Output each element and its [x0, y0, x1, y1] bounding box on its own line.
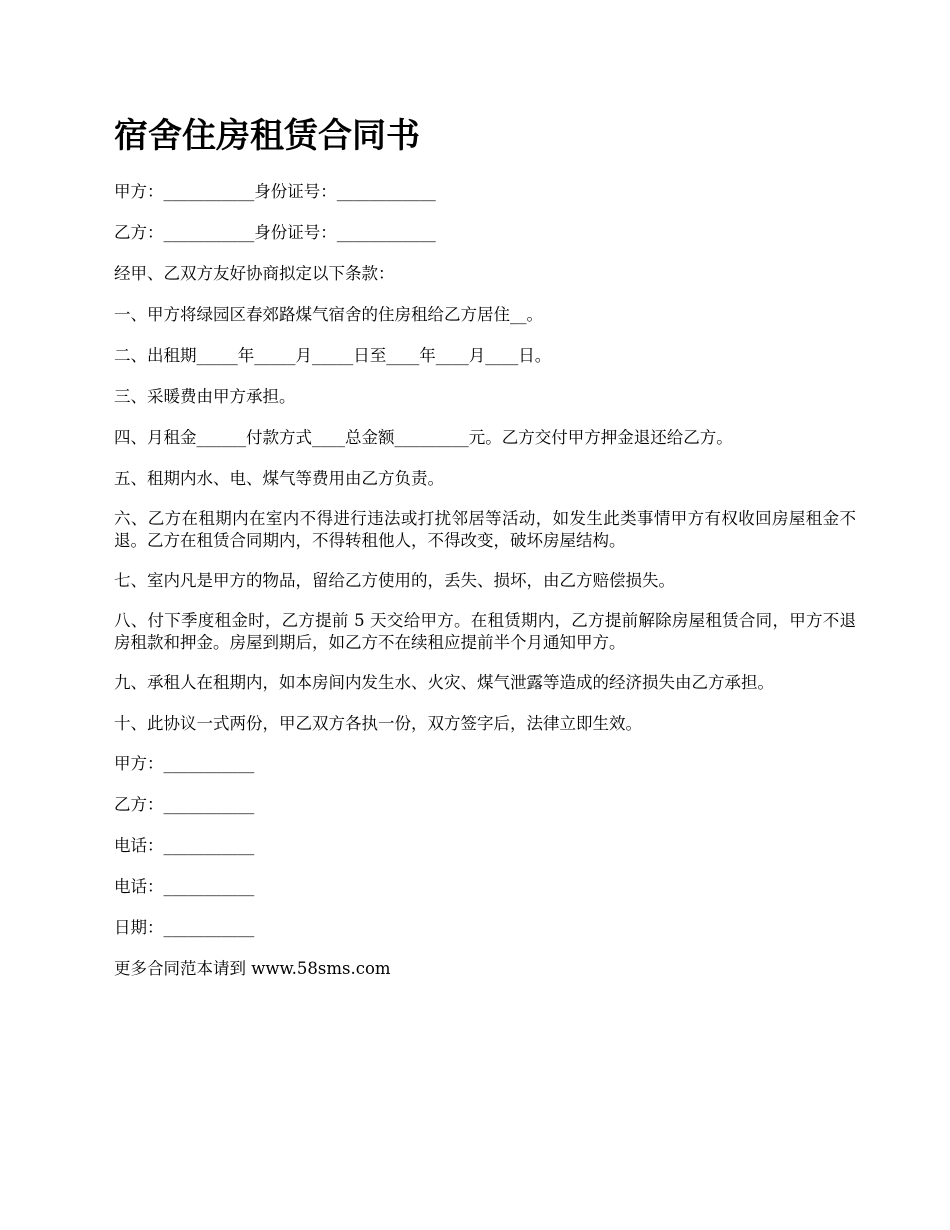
clause-1: 一、甲方将绿园区春郊路煤气宿舍的住房租给乙方居住__。	[114, 305, 543, 324]
signature-phone-1: 电话：___________	[114, 836, 255, 855]
clause-8: 八、付下季度租金时，乙方提前 5 天交给甲方。在租赁期内，乙方提前解除房屋租赁合同，甲方不退房租款和押金。房屋到期后，如乙方不在续租应提前半个月通知甲方。	[114, 611, 856, 652]
clause-5: 五、租期内水、电、煤气等费用由乙方负责。	[114, 469, 444, 488]
clause-2: 二、出租期_____年_____月_____日至____年____月____日。	[114, 346, 552, 365]
signature-party-a: 甲方：___________	[114, 754, 255, 773]
clause-4: 四、月租金______付款方式____总金额_________元。乙方交付甲方押金退还给乙方。	[114, 428, 733, 447]
document-title: 宿舍住房租赁合同书	[114, 116, 420, 156]
clause-7: 七、室内凡是甲方的物品，留给乙方使用的，丢失、损坏，由乙方赔偿损失。	[114, 571, 675, 590]
footer-link-text: 更多合同范本请到 www.58sms.com	[114, 959, 391, 978]
party-a-id-line: 甲方：___________身份证号：____________	[114, 182, 436, 201]
intro-text: 经甲、乙双方友好协商拟定以下条款：	[114, 264, 395, 283]
clause-10: 十、此协议一式两份，甲乙双方各执一份，双方签字后，法律立即生效。	[114, 714, 642, 733]
clause-9: 九、承租人在租期内，如本房间内发生水、火灾、煤气泄露等造成的经济损失由乙方承担。	[114, 673, 774, 692]
clause-6: 六、乙方在租期内在室内不得进行违法或打扰邻居等活动，如发生此类事情甲方有权收回房屋租金不退。乙方在租赁合同期内，不得转租他人，不得改变，破坏房屋结构。	[114, 509, 856, 550]
party-b-id-line: 乙方：___________身份证号：____________	[114, 223, 436, 242]
signature-phone-2: 电话：___________	[114, 877, 255, 896]
signature-date: 日期：___________	[114, 918, 255, 937]
signature-party-b: 乙方：___________	[114, 795, 255, 814]
clause-3: 三、采暖费由甲方承担。	[114, 387, 296, 406]
